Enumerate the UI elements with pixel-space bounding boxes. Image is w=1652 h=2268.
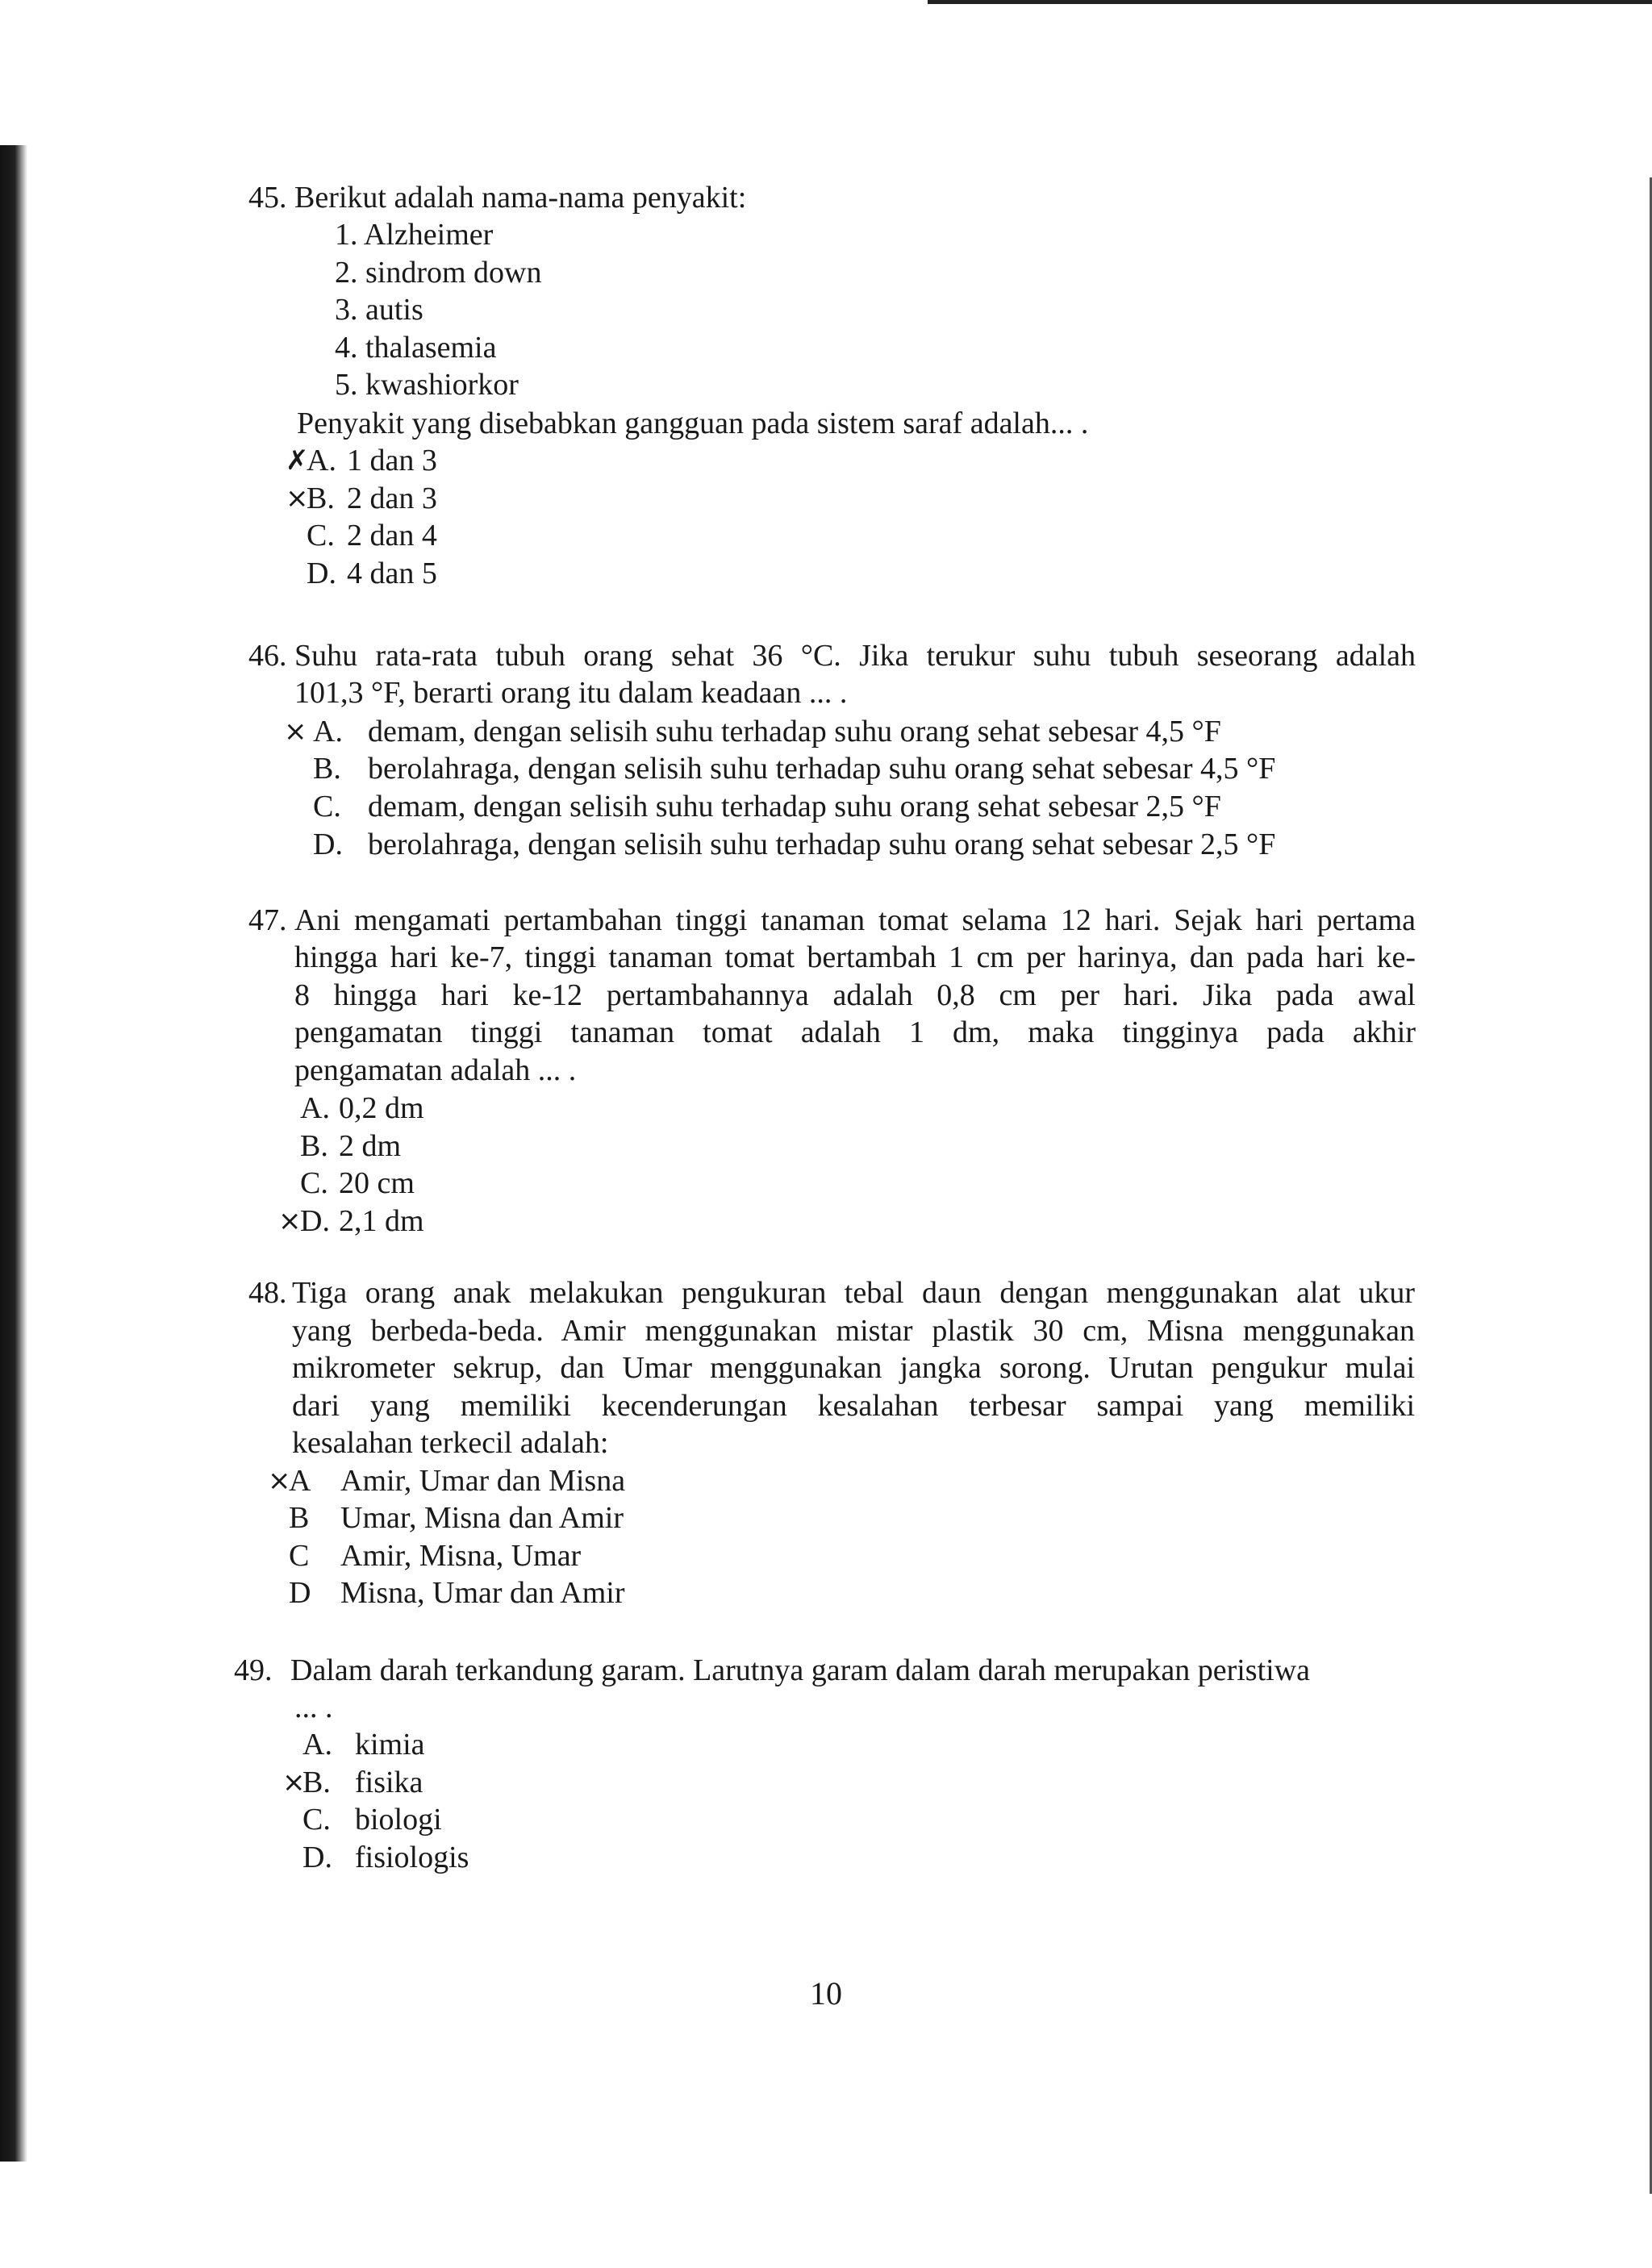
answer-mark: ×: [278, 1205, 302, 1237]
option-label: A.: [300, 1091, 330, 1125]
option-text: Umar, Misna dan Amir: [340, 1501, 624, 1535]
option-label: C.: [302, 1803, 331, 1836]
option-label: D.: [313, 828, 343, 861]
question-number: 47.: [248, 903, 287, 937]
question-stem-line: kesalahan terkecil adalah:: [292, 1426, 609, 1460]
option-label: A.: [313, 715, 343, 748]
option-text: 4 dan 5: [347, 557, 437, 590]
option-label: C: [289, 1539, 310, 1573]
option-text: 1 dan 3: [347, 444, 437, 477]
question-number: 46.: [248, 639, 287, 673]
answer-mark: ×: [286, 482, 309, 515]
question-stem-line: Tiga orang anak melakukan pengukuran tebal daun dengan menggunakan alat ukur: [292, 1276, 1415, 1310]
option-text: berolahraga, dengan selisih suhu terhadap suhu orang sehat sebesar 2,5 °F: [368, 828, 1276, 861]
option-label: B: [289, 1501, 310, 1535]
list-item: 1. Alzheimer: [335, 218, 494, 252]
option-text: fisiologis: [355, 1841, 469, 1874]
option-label: C.: [300, 1166, 328, 1200]
option-text: Amir, Umar dan Misna: [340, 1464, 626, 1498]
option-label: C.: [307, 519, 335, 552]
question-stem-line: ... .: [294, 1691, 333, 1724]
question-stem-line: yang berbeda-beda. Amir menggunakan mistar plastik 30 cm, Misna menggunakan: [292, 1314, 1415, 1348]
question-stem-line: Ani mengamati pertambahan tinggi tanaman tomat selama 12 hari. Sejak hari pertama: [294, 903, 1416, 937]
question-stem-line: 8 hingga hari ke-12 pertambahannya adalah 0,8 cm per hari. Jika pada awal: [294, 978, 1416, 1012]
option-label: D: [289, 1576, 311, 1610]
option-text: Amir, Misna, Umar: [340, 1539, 582, 1573]
question-number: 48.: [248, 1276, 287, 1310]
option-text: 2 dan 4: [347, 519, 437, 552]
option-text: 0,2 dm: [339, 1091, 424, 1125]
option-label: A.: [307, 444, 336, 477]
question-stem-line: Suhu rata-rata tubuh orang sehat 36 °C. Jika terukur suhu tubuh seseorang adalah: [294, 639, 1416, 673]
answer-mark: ×: [282, 1766, 306, 1799]
option-label: A.: [302, 1728, 332, 1761]
option-label: B.: [307, 482, 335, 515]
list-item: 3. autis: [335, 293, 423, 327]
option-text: 2,1 dm: [339, 1204, 424, 1238]
question-stem-line: pengamatan adalah ... .: [294, 1053, 577, 1087]
option-text: 2 dan 3: [347, 482, 437, 515]
question-stem-line: hingga hari ke-7, tinggi tanaman tomat bertambah 1 cm per harinya, dan pada hari ke-: [294, 940, 1416, 974]
question-stem-line: pengamatan tinggi tanaman tomat adalah 1 dm, maka tingginya pada akhir: [294, 1015, 1416, 1049]
question-stem-line: mikrometer sekrup, dan Umar menggunakan jangka sorong. Urutan pengukur mulai: [292, 1351, 1415, 1385]
option-label: D.: [300, 1204, 330, 1238]
list-item: 4. thalasemia: [335, 331, 497, 365]
option-label: D.: [302, 1841, 332, 1874]
answer-mark: ✗: [286, 444, 309, 477]
question-number: 49.: [234, 1653, 273, 1687]
question-stem-line: Dalam darah terkandung garam. Larutnya garam dalam darah merupakan peristiwa: [290, 1653, 1311, 1687]
option-label: B.: [302, 1766, 331, 1799]
option-text: kimia: [355, 1728, 425, 1761]
option-label: B.: [300, 1129, 328, 1163]
option-text: berolahraga, dengan selisih suhu terhadap suhu orang sehat sebesar 4,5 °F: [368, 752, 1276, 786]
option-label: A: [289, 1464, 311, 1498]
option-text: Misna, Umar dan Amir: [340, 1576, 625, 1610]
question-number: 45.: [248, 181, 287, 215]
option-label: B.: [313, 752, 341, 786]
option-label: C.: [313, 790, 341, 823]
option-text: biologi: [355, 1803, 442, 1836]
option-label: D.: [307, 557, 336, 590]
option-text: 20 cm: [339, 1166, 415, 1200]
question-prompt: Penyakit yang disebabkan gangguan pada sistem saraf adalah... .: [297, 406, 1089, 440]
answer-mark: ×: [268, 1465, 291, 1497]
option-text: fisika: [355, 1766, 423, 1799]
option-text: demam, dengan selisih suhu terhadap suhu orang sehat sebesar 2,5 °F: [368, 790, 1221, 823]
question-stem-line: 101,3 °F, berarti orang itu dalam keadaan ... .: [294, 676, 848, 710]
list-item: 5. kwashiorkor: [335, 368, 519, 402]
page-number: 10: [810, 1975, 842, 2012]
question-stem-line: dari yang memiliki kecenderungan kesalahan terbesar sampai yang memiliki: [292, 1389, 1415, 1423]
option-text: demam, dengan selisih suhu terhadap suhu orang sehat sebesar 4,5 °F: [368, 715, 1221, 748]
option-text: 2 dm: [339, 1129, 402, 1163]
scan-line-top: [928, 0, 1652, 4]
list-item: 2. sindrom down: [335, 256, 542, 290]
scan-shadow-left: [0, 145, 27, 2162]
question-stem: Berikut adalah nama-nama penyakit:: [294, 181, 747, 215]
answer-mark: ×: [284, 715, 307, 748]
